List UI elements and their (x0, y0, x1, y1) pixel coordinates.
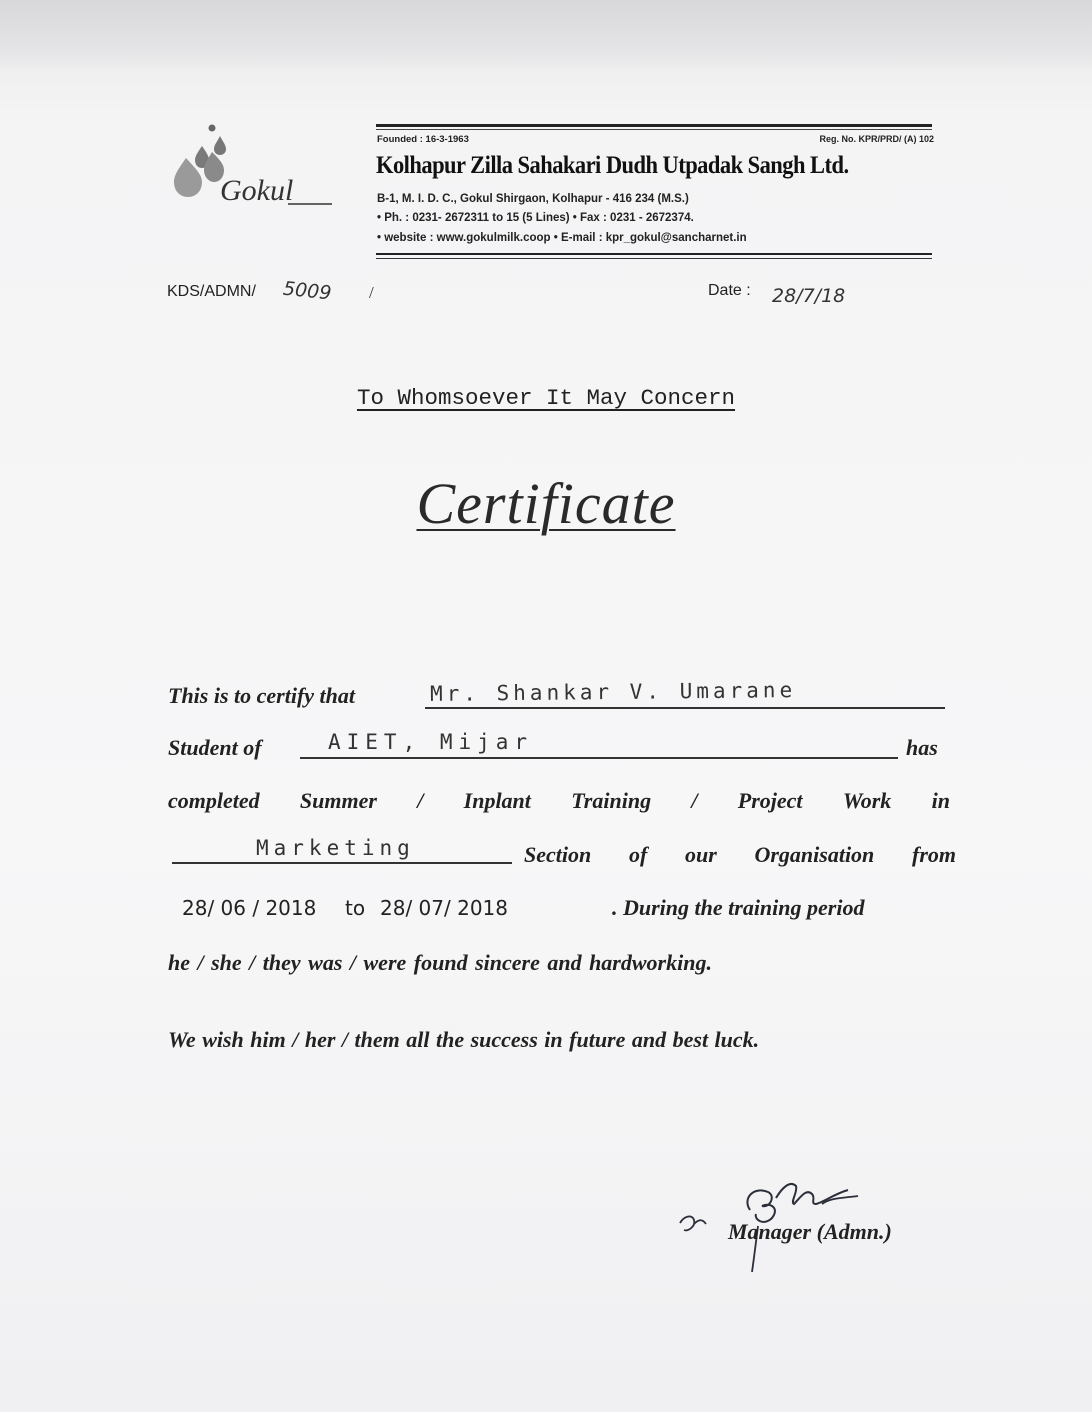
section-line (524, 842, 956, 868)
certificate-title (0, 470, 1092, 537)
from-date: 28/ 06 / 2018 (182, 896, 317, 920)
concern-heading (0, 385, 1092, 411)
training-type-line (168, 788, 950, 814)
reference-label: KDS/ADMN/ (167, 283, 256, 300)
header-rule-top-thin (376, 129, 932, 130)
reference-slash: / (369, 283, 374, 302)
separator-slash: / (691, 788, 698, 813)
section-name: Marketing (256, 836, 415, 860)
organisation-address: B-1, M. I. D. C., Gokul Shirgaon, Kolhapur - 416 234 (M.S.) (377, 193, 689, 205)
organisation-name: Kolhapur Zilla Sahakari Dudh Utpadak Sangh Ltd. (376, 152, 849, 179)
gokul-logo (160, 120, 350, 220)
word-in: in (931, 788, 950, 813)
word-from: from (912, 842, 956, 867)
word-section: Section (524, 842, 592, 867)
to-word: to (345, 896, 366, 920)
wishes-line: We wish him / her / them all the success in future and best luck. (168, 1027, 760, 1052)
header-rule-bottom-thin (376, 258, 932, 259)
website-email: • website : www.gokulmilk.coop • E-mail : kpr_gokul@sancharnet.in (377, 232, 747, 244)
word-summer: Summer (299, 788, 377, 813)
reference-number: 5009 (281, 277, 333, 305)
word-completed: completed (168, 788, 260, 813)
word-organisation: Organisation (754, 842, 875, 867)
date-label: Date : (708, 282, 751, 299)
certify-text: This is to certify that (168, 683, 355, 708)
to-date: 28/ 07/ 2018 (380, 896, 508, 920)
student-of-text: Student of (168, 735, 262, 760)
name-rule (425, 707, 945, 709)
word-inplant: Inplant (463, 788, 531, 813)
conduct-line: he / she / they was / were found sincere and hardworking. (168, 950, 712, 975)
concern-heading-text: To Whomsoever It May Concern (356, 385, 736, 411)
has-text: has (906, 735, 938, 760)
institute-rule (300, 757, 898, 759)
bleed-through-band (0, 0, 1092, 70)
student-name: Mr. Shankar V. Umarane (429, 678, 797, 706)
word-training: Training (571, 788, 652, 813)
registration-number: Reg. No. KPR/PRD/ (A) 102 (819, 134, 934, 144)
certificate-title-text: Certificate (416, 471, 676, 536)
phone-fax: • Ph. : 0231- 2672311 to 15 (5 Lines) • Fax : 0231 - 2672374. (377, 212, 694, 224)
institute-name: AIET, Mijar (328, 730, 534, 754)
logo-wordmark: Gokul (220, 174, 294, 207)
word-our: our (684, 842, 717, 867)
training-period-text: . During the training period (612, 895, 865, 920)
header-rule-top (376, 124, 932, 127)
section-rule (172, 862, 512, 864)
date-value: 28/7/18 (772, 285, 846, 307)
separator-slash: / (417, 788, 424, 813)
header-rule-bottom (376, 253, 932, 255)
signatory-role: Manager (Admn.) (728, 1219, 892, 1244)
word-project: Project (737, 788, 803, 813)
word-work: Work (842, 788, 892, 813)
founded-date: Founded : 16-3-1963 (377, 134, 469, 145)
word-of: of (628, 842, 648, 867)
